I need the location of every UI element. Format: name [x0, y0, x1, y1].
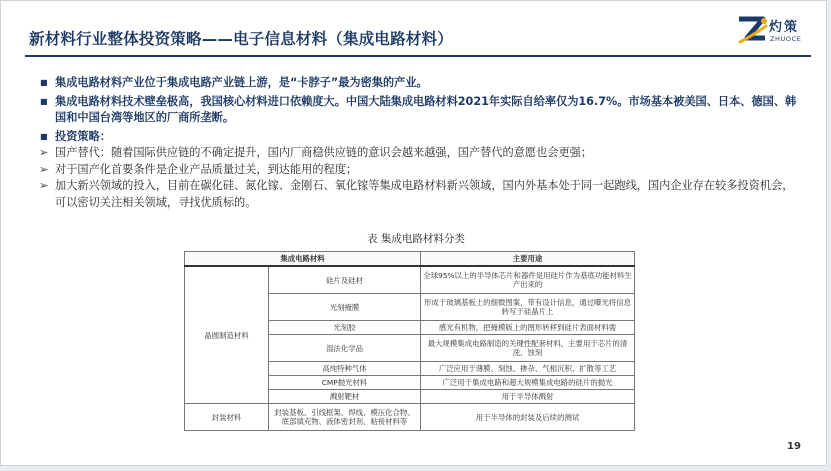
square-bullet-icon: ■ — [40, 131, 48, 141]
material-usage: 用于半导体溅射 — [421, 390, 635, 404]
material-usage: 形成于玻璃基板上的细微图案，带有设计信息，通过曝光将信息转写于硅晶片上 — [421, 294, 635, 321]
material-name: 封装基板、引线框架、焊线、模压化合物、底部填充物、液体密封剂、粘接材料等 — [269, 404, 421, 431]
arrow-point: ➢ 加大新兴领域的投入，目前在碳化硅、氮化镓、金刚石、氧化镓等集成电路材料新兴领域，国内外基本处于同一起跑线，国内企业存在较多投资机会，可以密切关注相关领域，寻找优质标的。 — [39, 179, 794, 209]
table-row — [185, 266, 635, 293]
zhuoce-logo-icon — [737, 14, 769, 48]
arrow-bullet-icon: ➢ — [39, 146, 49, 159]
category-cell: 封装材料 — [185, 404, 269, 431]
header-usage: 主要用途 — [421, 252, 635, 267]
material-usage: 用于半导体的封装及后续的测试 — [421, 404, 635, 431]
category-cell: 晶圆制造材料 — [185, 266, 269, 403]
table-caption: 表 集成电路材料分类 — [367, 233, 465, 245]
logo-wordmark: 灼策 — [769, 20, 800, 35]
square-bullet-icon: ■ — [40, 78, 48, 87]
content-body — [39, 75, 799, 211]
bullet-point: ■ 集成电路材料产业位于集成电路产业链上游，是“卡脖子”最为密集的产业。 — [39, 75, 799, 92]
material-usage: 感光有机物，把掩模版上的图形转移到硅片表面材料需 — [421, 321, 635, 335]
title-underline — [25, 55, 811, 57]
page-title: 新材料行业整体投资策略——电子信息材料（集成电路材料） — [29, 30, 453, 48]
arrow-point: ➢ 对于国产化首要条件是企业产品质量过关，到达能用的程度； — [39, 162, 799, 179]
header-materials: 集成电路材料 — [185, 252, 421, 267]
bullet-point: ■ 投资策略： — [39, 129, 799, 146]
company-logo — [737, 14, 813, 50]
material-usage: 广泛用于集成电路和超大规模集成电路的硅片的抛光 — [421, 375, 635, 389]
arrow-bullet-icon: ➢ — [39, 162, 49, 176]
material-name: 硅片及硅材 — [269, 266, 421, 293]
table-row — [185, 404, 635, 431]
page-number: 19 — [787, 441, 801, 452]
square-bullet-icon: ■ — [40, 96, 48, 106]
material-name: 光刻胶 — [269, 321, 421, 335]
material-usage: 全球95%以上的半导体芯片和器件是用硅片作为基底功能材料生产出来的 — [421, 266, 635, 293]
arrow-bullet-icon: ➢ — [39, 179, 49, 192]
bullet-point: ■ 集成电路材料技术壁垒极高，我国核心材料进口依赖度大。中国大陆集成电路材料2021年实际自给率仅为16.7%。市场基本被美国、日本、德国、韩国和中国台湾等地区的厂商所垄断。 — [40, 94, 797, 124]
material-usage: 广泛应用于薄膜、刻蚀、掺杂、气相沉积、扩散等工艺 — [421, 361, 635, 375]
material-name: 光刻掩膜 — [269, 294, 421, 321]
arrow-point: ➢ 国产替代：随着国际供应链的不确定提升，国内厂商稳供应链的意识会越来越强，国产替代的意愿也会更强； — [39, 145, 799, 162]
material-name: 溅射靶材 — [269, 390, 421, 404]
materials-table — [184, 251, 635, 431]
table-header-row — [185, 252, 635, 267]
material-name: 高纯特种气体 — [269, 361, 421, 375]
logo-subtitle: ZHUOCE — [770, 35, 802, 43]
material-name: 湿法化学品 — [269, 335, 421, 362]
material-name: CMP抛光材料 — [269, 375, 421, 389]
material-usage: 最大规模集成电路制造的关键性配套材料，主要用于芯片的清洗、蚀刻 — [421, 335, 635, 362]
